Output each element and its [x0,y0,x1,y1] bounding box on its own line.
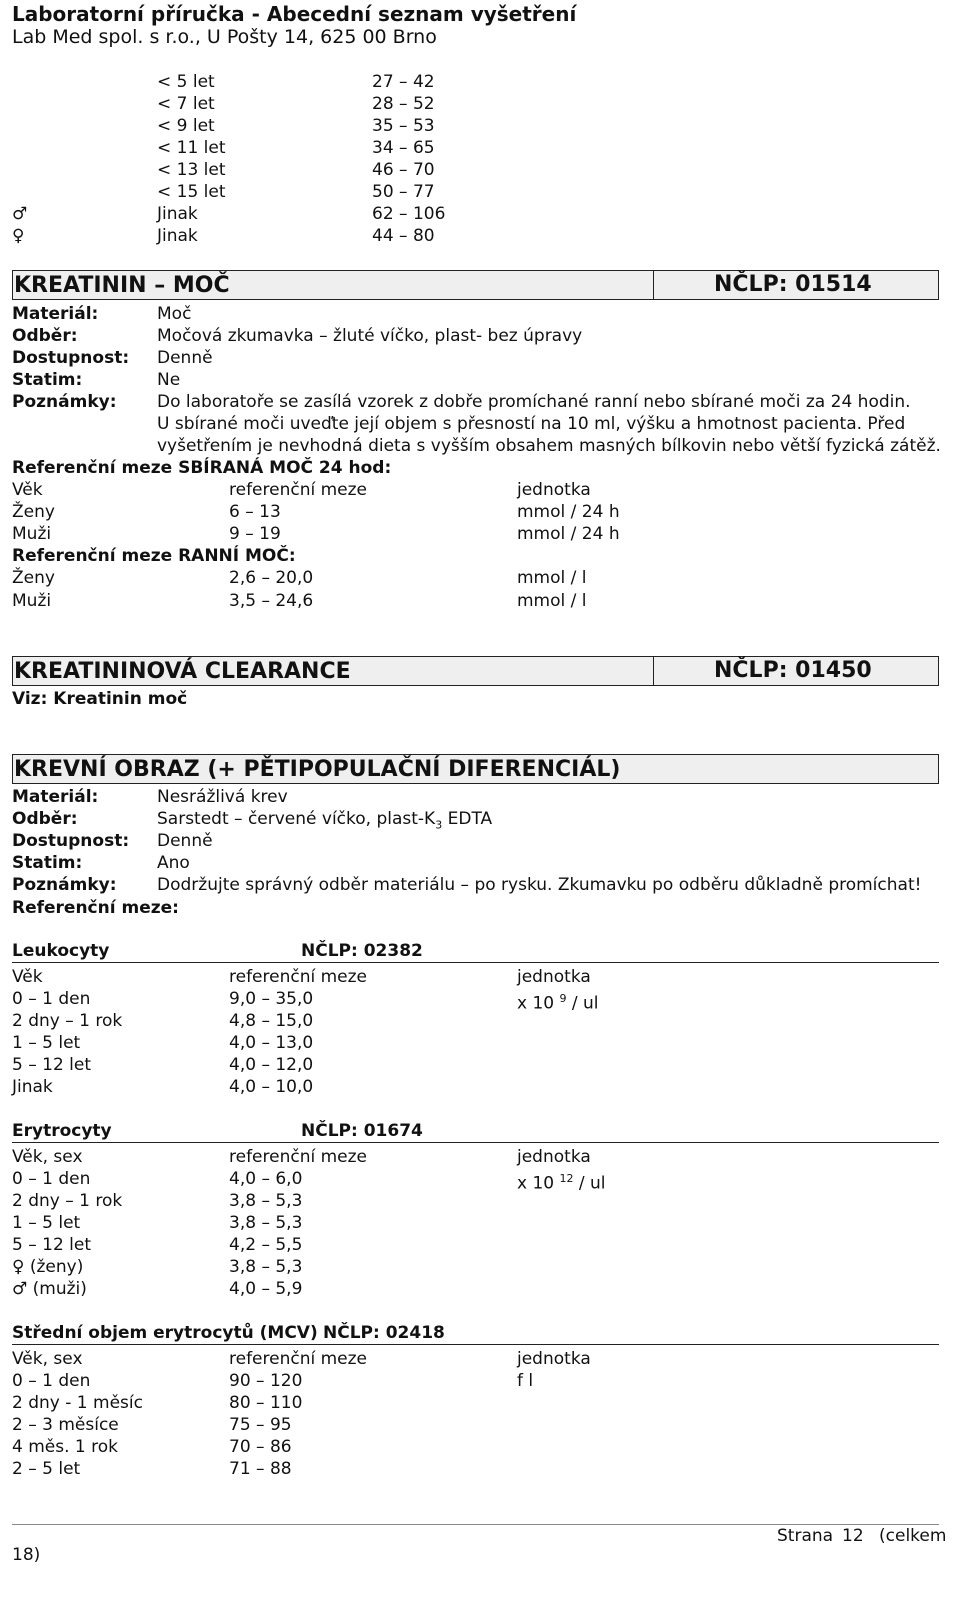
subsection-erytrocyty: Erytrocyty NČLP: 01674 [12,1120,939,1143]
field-value: Ne [157,370,181,390]
age-cell: 0 – 1 den [12,1169,91,1189]
range-cell: 44 – 80 [372,226,435,246]
range-cell: 4,0 – 5,9 [229,1279,303,1299]
range-cell: 90 – 120 [229,1371,303,1391]
range-cell: 62 – 106 [372,204,446,224]
section-title: KREATININOVÁ CLEARANCE [14,659,351,684]
range-cell: 4,8 – 15,0 [229,1011,314,1031]
range-cell: 34 – 65 [372,138,435,158]
field-value: Dodržujte správný odběr materiálu – po rysku. Zkumavku po odběru důkladně promíchat! [157,875,922,895]
age-cell: 0 – 1 den [12,989,91,1009]
range-cell: 46 – 70 [372,160,435,180]
age-cell: 0 – 1 den [12,1371,91,1391]
age-cell: < 7 let [157,94,215,114]
range-cell: 75 – 95 [229,1415,292,1435]
range-cell: 50 – 77 [372,182,435,202]
range-cell: 3,8 – 5,3 [229,1213,303,1233]
range-cell: 4,0 – 13,0 [229,1033,314,1053]
sex-symbol: ♂ [12,204,28,224]
unit-cell: f l [517,1371,534,1391]
field-value: Nesrážlivá krev [157,787,288,807]
unit-cell: x 10 $^{12}$ / ul [517,1172,606,1194]
nclp-code: NČLP: 01514 [653,270,939,300]
unit-cell: x 10 $^9$ / ul [517,992,599,1014]
age-cell: Jinak [157,204,198,224]
field-value: Denně [157,348,213,368]
field-label: Odběr: [12,809,78,829]
field-label: Statim: [12,853,83,873]
age-cell: 5 – 12 let [12,1235,92,1255]
age-cell: 1 – 5 let [12,1213,81,1233]
sex-symbol: ♀ [12,226,25,246]
see-reference: Viz: Kreatinin moč [12,689,188,709]
age-cell: 5 – 12 let [12,1055,92,1075]
range-cell: 4,0 – 12,0 [229,1055,314,1075]
range-cell: 4,0 – 10,0 [229,1077,314,1097]
age-cell: < 9 let [157,116,215,136]
range-cell: 70 – 86 [229,1437,292,1457]
ref-title-24h: Referenční meze SBÍRANÁ MOČ 24 hod: [12,458,392,478]
age-cell: 2 – 5 let [12,1459,81,1479]
footer-divider [12,1524,939,1525]
field-value: Moč [157,304,192,324]
range-cell: 35 – 53 [372,116,435,136]
age-cell: ♀ (ženy) [12,1257,84,1277]
age-cell: ♂ (muži) [12,1279,87,1299]
age-cell: < 11 let [157,138,226,158]
age-cell: < 13 let [157,160,226,180]
subsection-mcv: Střední objem erytrocytů (MCV) NČLP: 02418 [12,1322,939,1345]
field-label: Dostupnost: [12,348,130,368]
section-header-krevni-obraz [12,754,939,784]
section-header-kreatinin-moc [12,270,939,300]
field-label: Materiál: [12,787,99,807]
page-label: Strana [777,1526,834,1546]
document-title: Laboratorní příručka - Abecední seznam vyšetření [12,2,577,26]
range-cell: 80 – 110 [229,1393,303,1413]
section-title: KREVNÍ OBRAZ (+ PĚTIPOPULAČNÍ DIFERENCIÁL) [14,757,621,782]
ref-title-ranni: Referenční meze RANNÍ MOČ: [12,546,296,566]
age-cell: 1 – 5 let [12,1033,81,1053]
range-cell: 4,2 – 5,5 [229,1235,303,1255]
field-value: Ano [157,853,190,873]
field-label: Statim: [12,370,83,390]
age-cell: Jinak [157,226,198,246]
field-label: Poznámky: [12,875,117,895]
page-total-open: (celkem [879,1526,947,1546]
field-value: Sarstedt – červené víčko, plast-$K_3$ EDTA [157,809,493,832]
age-cell: 2 dny – 1 rok [12,1011,123,1031]
age-cell: Jinak [12,1077,53,1097]
age-cell: < 15 let [157,182,226,202]
page-total-close: 18) [12,1545,41,1565]
range-cell: 28 – 52 [372,94,435,114]
age-cell: 2 – 3 měsíce [12,1415,119,1435]
subsection-leukocyty: Leukocyty NČLP: 02382 [12,940,939,963]
range-cell: 3,8 – 5,3 [229,1257,303,1277]
age-cell: 2 dny - 1 měsíc [12,1393,143,1413]
document-subtitle: Lab Med spol. s r.o., U Pošty 14, 625 00 Brno [12,26,437,48]
range-cell: 4,0 – 6,0 [229,1169,303,1189]
age-cell: 2 dny – 1 rok [12,1191,123,1211]
field-label: Odběr: [12,326,78,346]
field-label: Dostupnost: [12,831,130,851]
field-value: Močová zkumavka – žluté víčko, plast- bez úpravy [157,326,583,346]
page-number: 12 [842,1526,864,1546]
field-value: Do laboratoře se zasílá vzorek z dobře promíchané ranní nebo sbírané moči za 24 hodin. [157,392,911,412]
range-cell: 9,0 – 35,0 [229,989,314,1009]
range-cell: 27 – 42 [372,72,435,92]
ref-title: Referenční meze: [12,898,179,918]
section-title: KREATININ – MOČ [14,273,230,298]
age-cell: < 5 let [157,72,215,92]
range-cell: 3,8 – 5,3 [229,1191,303,1211]
section-header-clearance [12,656,939,686]
field-value: Denně [157,831,213,851]
age-cell: 4 měs. 1 rok [12,1437,118,1457]
field-label: Poznámky: [12,392,117,412]
field-label: Materiál: [12,304,99,324]
nclp-code: NČLP: 01450 [653,656,939,686]
range-cell: 71 – 88 [229,1459,292,1479]
